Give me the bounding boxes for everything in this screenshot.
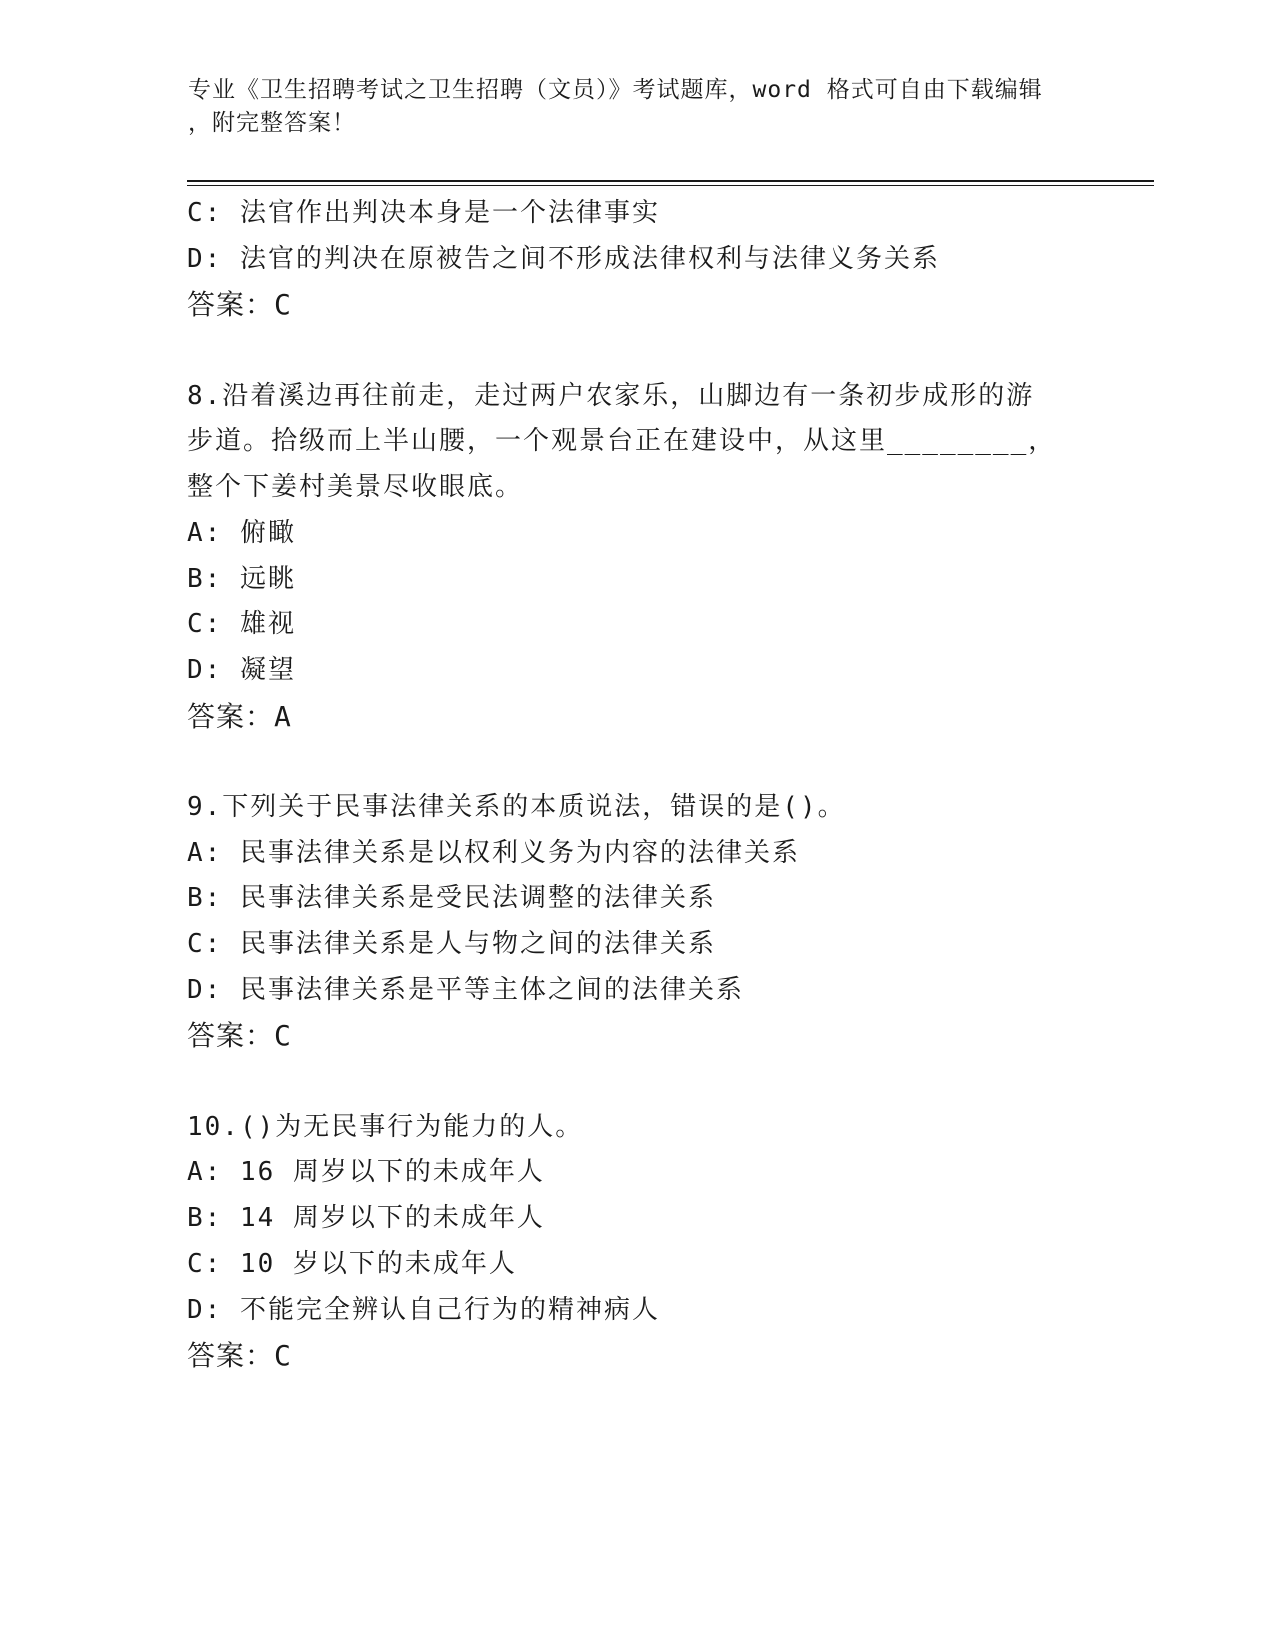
option-a: A: 民事法律关系是以权利义务为内容的法律关系 xyxy=(187,837,800,868)
answer-line xyxy=(187,694,1087,740)
option-c: C: 民事法律关系是人与物之间的法律关系 xyxy=(187,929,716,959)
question-stem-line-2: 步道。拾级而上半山腰，一个观景台正在建设中，从这里________， xyxy=(187,426,1057,457)
header-divider-thick xyxy=(187,180,1154,182)
answer-value: C xyxy=(274,1339,292,1373)
header-line-2: ，附完整答案！ xyxy=(188,110,356,136)
question-block-9 xyxy=(187,785,1087,1059)
answer-line xyxy=(187,282,1087,328)
answer-label: 答案： xyxy=(187,1339,275,1373)
option-c: C: 10 岁以下的未成年人 xyxy=(187,1248,517,1279)
option-b: B: 14 周岁以下的未成年人 xyxy=(187,1203,545,1234)
question-stem-line-3: 整个下姜村美景尽收眼底。 xyxy=(187,472,524,503)
question-stem-line-1: 9.下列关于民事法律关系的本质说法，错误的是()。 xyxy=(187,791,846,822)
header-line-1: 专业《卫生招聘考试之卫生招聘（文员）》考试题库，word 格式可自由下载编辑 xyxy=(188,77,1043,103)
answer-line xyxy=(187,1013,1087,1059)
answer-label: 答案： xyxy=(187,1019,275,1053)
option-d: D: 不能完全辨认自己行为的精神病人 xyxy=(187,1294,660,1325)
question-list xyxy=(187,191,1087,1379)
question-block-10 xyxy=(187,1105,1087,1379)
answer-value: A xyxy=(274,699,292,733)
option-d: D: 凝望 xyxy=(187,654,296,685)
question-stem-line-1: 10.()为无民事行为能力的人。 xyxy=(187,1111,584,1142)
document-header xyxy=(188,74,1088,140)
question-block-8 xyxy=(187,374,1087,740)
answer-value: C xyxy=(274,288,292,322)
answer-label: 答案： xyxy=(187,699,275,733)
option-b: B: 远眺 xyxy=(187,563,296,594)
answer-line xyxy=(187,1333,1087,1379)
option-c: C: 法官作出判决本身是一个法律事实 xyxy=(187,198,660,228)
option-a: A: 俯瞰 xyxy=(187,517,296,548)
answer-label: 答案： xyxy=(187,288,275,322)
question-stem-line-1: 8.沿着溪边再往前走，走过两户农家乐，山脚边有一条初步成形的游 xyxy=(187,380,1035,411)
option-d: D: 民事法律关系是平等主体之间的法律关系 xyxy=(187,974,744,1005)
header-divider-thin xyxy=(187,185,1154,186)
spacer xyxy=(187,739,1087,785)
option-d: D: 法官的判决在原被告之间不形成法律权利与法律义务关系 xyxy=(187,243,940,274)
answer-value: C xyxy=(274,1019,292,1053)
spacer xyxy=(187,328,1087,374)
option-a: A: 16 周岁以下的未成年人 xyxy=(187,1157,545,1188)
option-c: C: 雄视 xyxy=(187,609,296,640)
question-block-7 xyxy=(187,191,1087,328)
spacer xyxy=(187,1059,1087,1105)
option-b: B: 民事法律关系是受民法调整的法律关系 xyxy=(187,883,716,914)
